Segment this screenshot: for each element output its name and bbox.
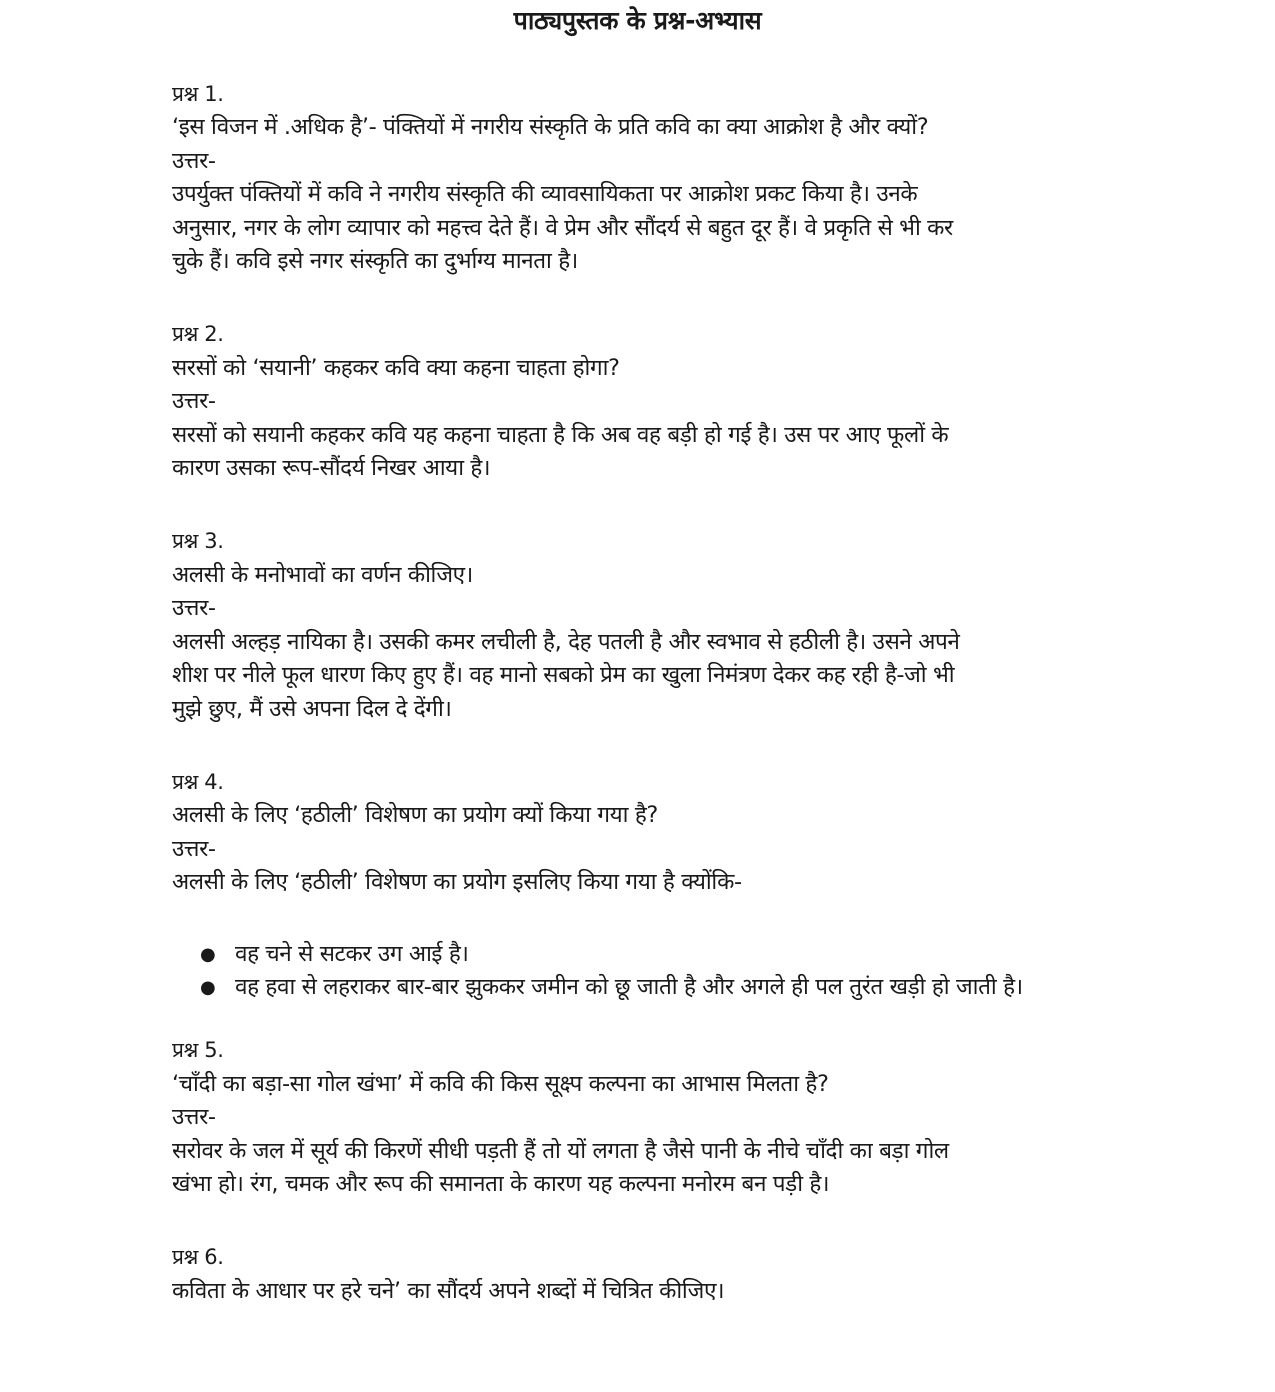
answer-line: मुझे छुए, मैं उसे अपना दिल दे देंगी।: [172, 695, 452, 722]
question-number: प्रश्न 1.: [172, 82, 224, 106]
question-block-5: [172, 1034, 1142, 1201]
question-block-2: [172, 318, 1142, 485]
page-title: पाठ्यपुस्तक के प्रश्न-अभ्यास: [513, 6, 762, 35]
question-number: प्रश्न 5.: [172, 1038, 224, 1063]
answer-label: उत्तर-: [172, 388, 216, 415]
question-block-3: [172, 525, 1142, 725]
answer-line: अलसी के लिए ‘हठीली’ विशेषण का प्रयोग इसलिए किया गया है क्योंकि-: [172, 869, 742, 896]
list-item-text: वह हवा से लहराकर बार-बार झुककर जमीन को छू जाती है और अगले ही पल तुरंत खड़ी हो जाती है।: [235, 973, 1023, 1000]
question-text: अलसी के लिए ‘हठीली’ विशेषण का प्रयोग क्यों किया गया है?: [172, 802, 658, 829]
answer-line: चुके हैं। कवि इसे नगर संस्कृति का दुर्भाग्य मानता है।: [172, 248, 578, 275]
question-text: अलसी के मनोभावों का वर्णन कीजिए।: [172, 561, 473, 588]
answer-label: उत्तर-: [172, 595, 216, 622]
answer-line: उपर्युक्त पंक्तियों में कवि ने नगरीय संस्कृति की व्यावसायिकता पर आक्रोश प्रकट किया है। उनके: [172, 181, 918, 208]
question-text: कविता के आधार पर हरे चने’ का सौंदर्य अपने शब्दों में चित्रित कीजिए।: [172, 1277, 725, 1304]
question-number: प्रश्न 6.: [172, 1245, 224, 1270]
answer-line: अनुसार, नगर के लोग व्यापार को महत्त्व देते हैं। वे प्रेम और सौंदर्य से बहुत दूर हैं। वे प्रकृति से भी कर: [172, 214, 953, 241]
answer-line: अलसी अल्हड़ नायिका है। उसकी कमर लचीली है, देह पतली है और स्वभाव से हठीली है। उसने अपने: [172, 628, 960, 655]
answer-label: उत्तर-: [172, 147, 216, 174]
question-block-1: [172, 78, 1142, 278]
list-item: [172, 938, 1142, 971]
answer-label: उत्तर-: [172, 835, 216, 862]
question-block-6: [172, 1241, 1142, 1308]
qa-content: [172, 78, 1142, 1308]
answer-line: सरसों को सयानी कहकर कवि यह कहना चाहता है कि अब वह बड़ी हो गई है। उस पर आए फूलों के: [172, 421, 949, 448]
question-number: प्रश्न 3.: [172, 529, 224, 554]
answer-bullet-list: [172, 938, 1142, 1005]
list-item-text: वह चने से सटकर उग आई है।: [235, 940, 469, 967]
bullet-icon: ●: [200, 976, 216, 998]
answer-label: उत्तर-: [172, 1104, 216, 1131]
answer-line: शीश पर नीले फूल धारण किए हुए हैं। वह मानो सबको प्रेम का खुला निमंत्रण देकर कह रही है-जो भी: [172, 662, 955, 689]
question-text: ‘चाँदी का बड़ा-सा गोल खंभा’ में कवि की किस सूक्ष्प कल्पना का आभास मिलता है?: [172, 1070, 829, 1097]
question-block-4: [172, 766, 1142, 1004]
question-text: सरसों को ‘सयानी’ कहकर कवि क्या कहना चाहता होगा?: [172, 354, 620, 381]
answer-line: खंभा हो। रंग, चमक और रूप की समानता के कारण यह कल्पना मनोरम बन पड़ी है।: [172, 1170, 830, 1197]
question-text: ‘इस विजन में .अधिक है’- पंक्तियों में नगरीय संस्कृति के प्रति कवि का क्या आक्रोश है और क्यों?: [172, 114, 929, 141]
list-item: [172, 971, 1142, 1004]
question-number: प्रश्न 4.: [172, 769, 224, 794]
answer-line: कारण उसका रूप-सौंदर्य निखर आया है।: [172, 455, 491, 482]
answer-line: सरोवर के जल में सूर्य की किरणें सीधी पड़ती हैं तो यों लगता है जैसे पानी के नीचे चाँदी का बड़ा गोल: [172, 1137, 949, 1164]
question-number: प्रश्न 2.: [172, 322, 224, 347]
bullet-icon: ●: [200, 943, 216, 965]
